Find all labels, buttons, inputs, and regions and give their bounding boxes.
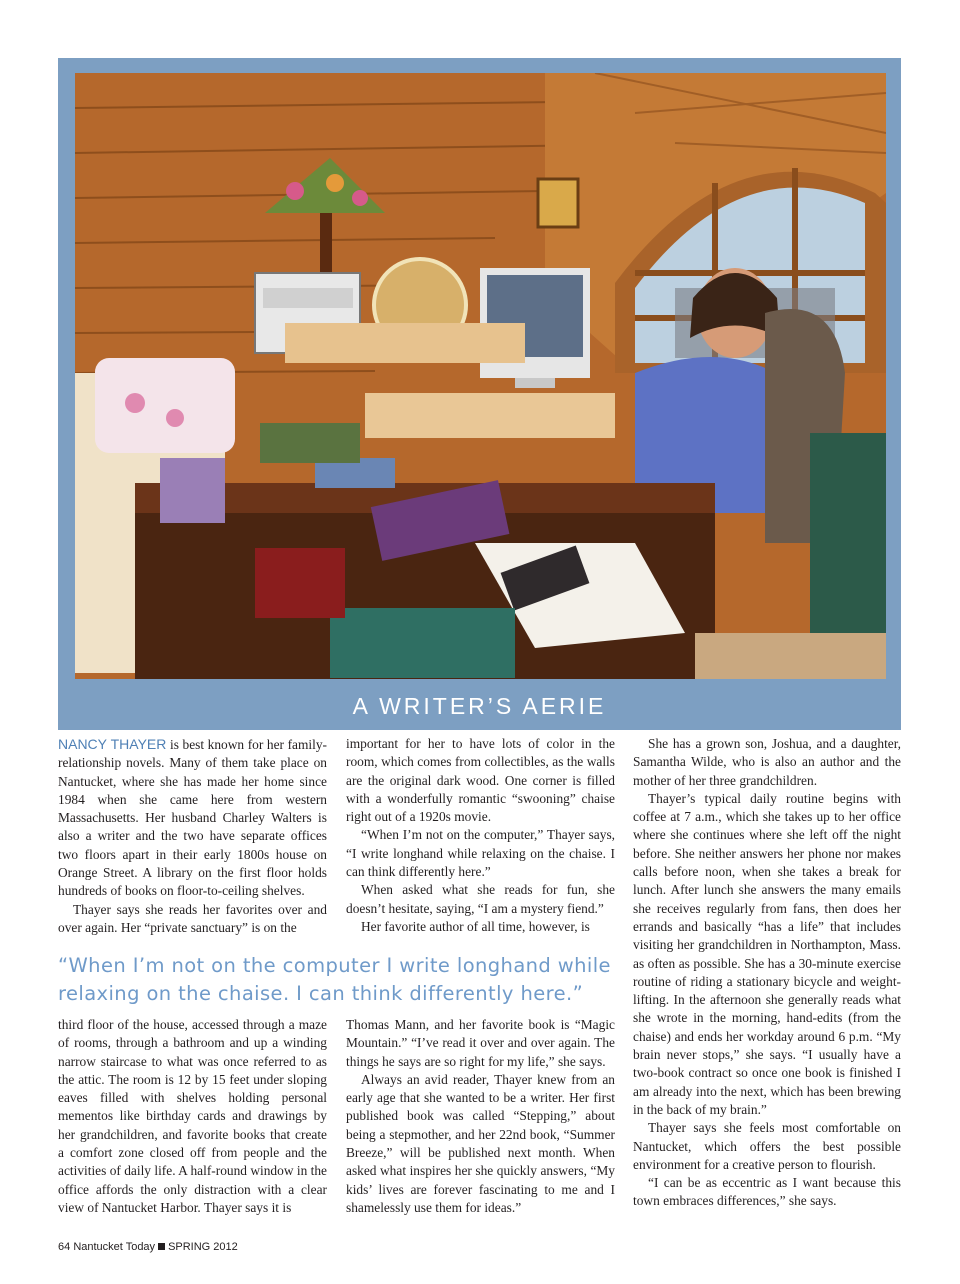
article-column-1-top [58, 735, 327, 937]
article-paragraph: Thayer’s typical daily routine begins with coffee at 7 a.m., which she takes up to her office where she continues where she left off the night before. She neither answers her phone nor makes calls before noon, when she takes a break for lunch. After lunch she answers the many emails she receives regularly from fans, then does her errands and basically “has a life” that includes visiting her grandchildren in Northampton, Mass. as often as possible. She has a 30-minute exercise routine of riding a stationary bicycle and weight-lifting. In the afternoon she generally reads what she wrote in the morning, hand-edits (from the chaise) and ends her workday around 6 p.m. “My brain never stops,” she says. “I usually have a two-book contract so once one book is finished I am already into the next, which has been brewing in the back of my brain.” [633, 790, 901, 1117]
paragraph-text: is best known for her family-relationship novels. Many of them take place on Nantucket, where she has made her home since 1984 when she came here from western Massachusetts. Her husband Charley Walters is also a writer and the two have separate offices two floors apart in their early 1800s house on Orange Street. A library on the first floor holds hundreds of books on floor-to-ceiling shelves. [58, 737, 328, 899]
pull-quote: “When I’m not on the computer I write longhand while relaxing on the chaise. I can think differently here.” [58, 954, 611, 1005]
page-footer [58, 1241, 238, 1253]
article-paragraph: “I can be as eccentric as I want because this town embraces differences,” she says. [633, 1175, 901, 1209]
article-paragraph: Her favorite author of all time, however, is [361, 918, 590, 934]
article-paragraph: When asked what she reads for fun, she doesn’t hesitate, saying, “I am a mystery fiend.” [346, 882, 615, 916]
article-column-3 [633, 735, 901, 1211]
article-paragraph: She has a grown son, Joshua, and a daughter, Samantha Wilde, who is also an author and the mother of her three grandchildren. [633, 736, 901, 788]
article-column-1-bottom [58, 1016, 327, 1217]
magazine-name: Nantucket Today [73, 1241, 156, 1253]
lead-name: NANCY THAYER [58, 736, 167, 752]
square-bullet-icon [158, 1243, 165, 1250]
article-paragraph: Thayer says she reads her favorites over and over again. Her “private sanctuary” is on the [58, 901, 327, 935]
issue-label: SPRING 2012 [168, 1241, 238, 1253]
page-number: 64 [58, 1241, 71, 1253]
article-paragraph [58, 735, 327, 901]
article-paragraph: Thomas Mann, and her favorite book is “Magic Mountain.” “I’ve read it over and over again. The things he says are so right for my life,” she says. [346, 1017, 615, 1069]
article-paragraph: important for her to have lots of color in the room, which comes from collectibles, as the walls are the original dark wood. One corner is filled with a wonderfully romantic “swooning” chaise right out of a 1920s movie. [346, 736, 615, 825]
article-paragraph: Always an avid reader, Thayer knew from an early age that she wanted to be a writer. Her first published book was called “Stepping,” about being a stepmother, and her 22nd book, “Summer Breeze,” will be published next month. When asked what inspires her she quickly answers, “My kids’ lives are forever fascinating to me and I shamelessly use them for ideas.” [346, 1071, 615, 1215]
article-paragraph: third floor of the house, accessed through a maze of rooms, through a bathroom and up a winding narrow staircase to what was once referred to as the attic. The room is 12 by 15 feet under sloping eaves filled with shelves holding personal mementos like birthday cards and drawings by her grandchildren, and favorite books that create a comfort zone closed off from people and the activities of daily life. A half-round window in the office affords the only distraction with a clear view of Nantucket Harbor. Thayer says it is [58, 1017, 327, 1215]
article-paragraph: “When I’m not on the computer,” Thayer says, “I write longhand while relaxing on the chaise. I can think differently here.” [346, 827, 615, 880]
article-photo [75, 73, 886, 679]
article-column-2-bottom [346, 1016, 615, 1217]
photo-headline: A WRITER’S AERIE [352, 693, 607, 719]
article-paragraph: Thayer says she feels most comfortable on Nantucket, which offers the best possible environment for a creative person to flourish. [633, 1120, 901, 1172]
article-column-2-top [346, 735, 615, 936]
